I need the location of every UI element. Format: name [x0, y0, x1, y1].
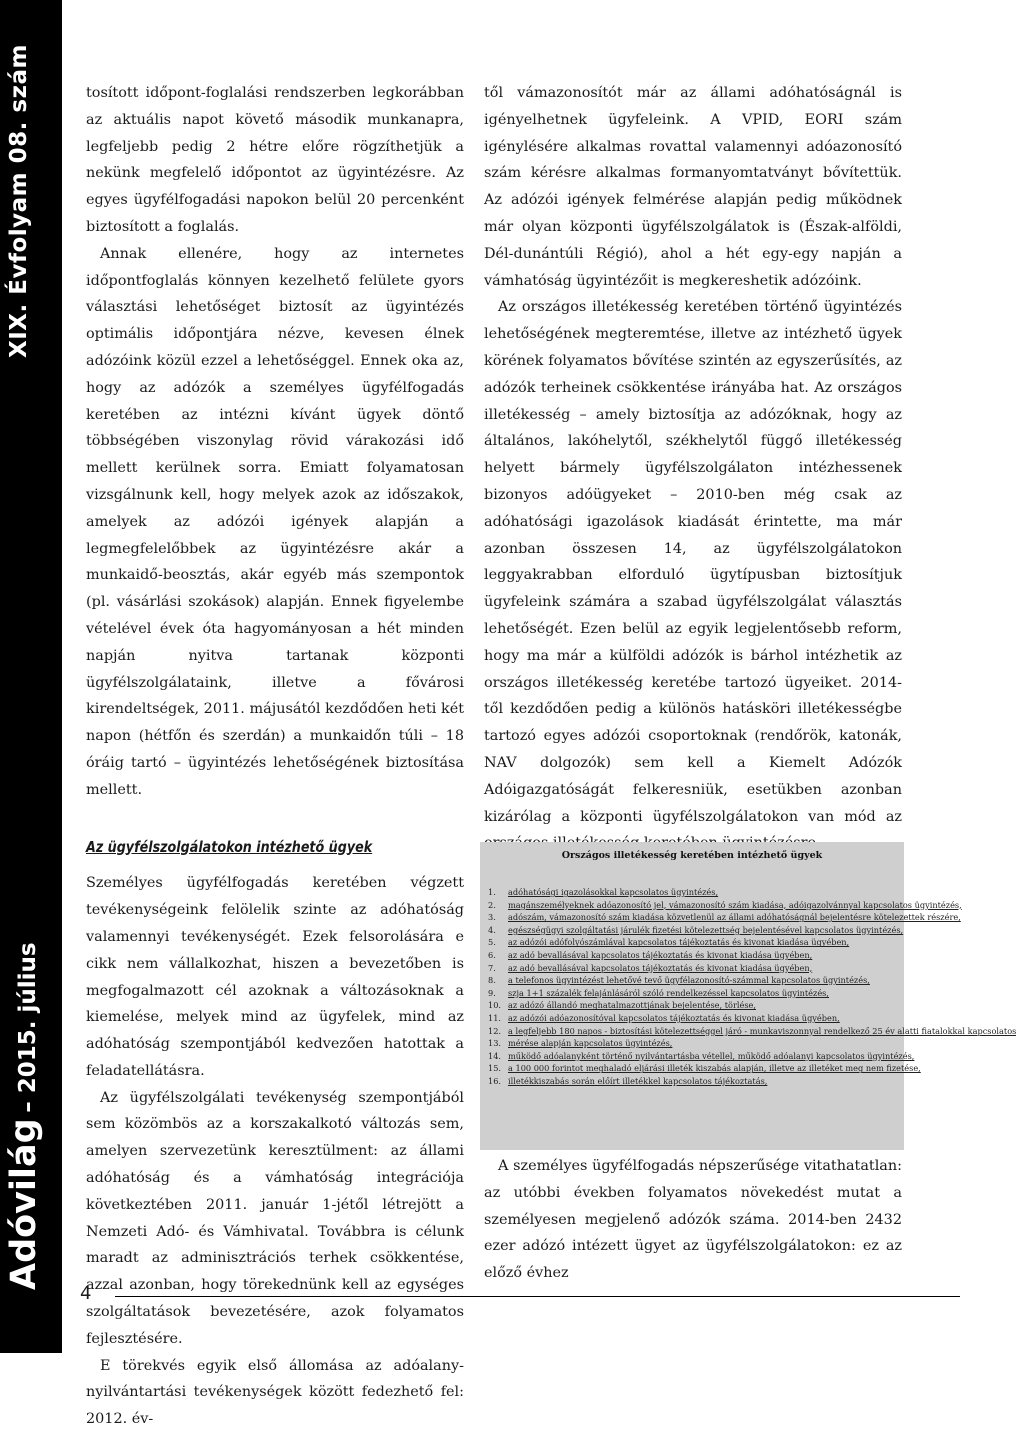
paragraph: től vámazonosítót már az állami adóhatóságnál is igényelhetnek ügyfeleink. A VPID, EORI szám igénylésére alkalmas rovattal valamennyi adóazonosító szám kérésre alkalmas formanyomtatványt bővítettük. Az adózói igények felmérése alapján pedig működnek már olyan központi ügyfélszolgálatok is (Észak-alföldi, Dél-dunántúli Régió), ahol a hét egy-egy napján a vámhatóság ügyintézőit is megkereshetik adózóink. [484, 85, 902, 289]
right-column [484, 80, 902, 857]
table-list-item [488, 1062, 921, 1075]
table-list-item [488, 1025, 1016, 1038]
item-text: adóhatósági igazolásokkal kapcsolatos ügyintézés, [508, 887, 719, 897]
table-list-item [488, 936, 896, 949]
magazine-brand [4, 942, 44, 1290]
table-list-item [488, 987, 896, 1000]
table-list-item [488, 949, 896, 962]
item-number: 1. [488, 887, 496, 897]
item-number: 10. [488, 1000, 502, 1011]
table-list-item [488, 1012, 896, 1025]
item-text: egészségügyi szolgáltatási járulék fizetési kötelezettség bejelentésével kapcsolatos ügyintézés, [508, 924, 904, 935]
paragraph: Annak ellenére, hogy az internetes időpontfoglalás könnyen kezelhető felülete gyors választási lehetőséget biztosít az ügyintézés optimális időpontjára nézve, kevesen élnek adózóink közül ezzel a lehetőséggel. Ennek oka az, hogy az adózók a személyes ügyfélfogadás keretében az intézni kívánt ügyek döntő többségében viszonylag rövid várakozási idő mellett kerülnek sorra. Emiatt folyamatosan vizsgálnunk kell, hogy melyek azok az időszakok, amelyek az adózói igények alapján a legmegfelelőbbek az ügyintézésre akár a munkaidő-beosztás, akár egyéb más szempontok (pl. vásárlási szokások) alapján. Ennek figyelembe vételével évek óta hagyományosan a hét minden napján nyitva tartanak központi ügyfélszolgálataink, illetve a fővárosi kirendeltségek, 2011. májusától kezdődően heti két napon (hétfőn és szerdán) a munkaidőn túli – 18 óráig tartó – ügyintézés lehetőségének biztosítása mellett. [86, 245, 464, 798]
item-number: 4. [488, 924, 496, 935]
item-text: a 100 000 forintot meghaladó eljárási illeték kiszabás alapján, illetve az illetéket meg nem fizetése, [508, 1063, 921, 1074]
table-list-item [488, 962, 896, 975]
table-list-item [488, 924, 904, 937]
paragraph: A személyes ügyfélfogadás népszerűsége vitathatatlan: az utóbbi években folyamatos növekedést mutat a személyesen megjelenő adózók száma. 2014-ben 2432 ezer adózó intézett ügyet az ügyfélszolgálatokon: ez az előző évhez [484, 1158, 902, 1282]
item-text: az adó bevallásával kapcsolatos tájékoztatás és kivonat kiadása ügyében, [508, 949, 813, 960]
item-text: az adózó állandó meghatalmazottjának bejelentése, törlése, [508, 1000, 756, 1011]
sidebar-band [0, 0, 62, 1353]
item-number: 6. [488, 949, 496, 960]
item-number: 13. [488, 1038, 502, 1049]
right-column-continued [484, 1153, 902, 1287]
item-text: a telefonos ügyintézést lehetővé tevő ügyfélazonosító-számmal kapcsolatos ügyintézés, [508, 975, 870, 986]
paragraph: tosított időpont-foglalási rendszerben legkorábban az aktuális napot követő második munkanapra, legfeljebb pedig 2 hétre előre rögzíthetjük a nekünk megfelelő időpontot az ügyintézésre. Az egyes ügyfélfogadási napokon belül 20 percenként biztosított a foglalás. [86, 85, 464, 235]
item-number: 9. [488, 987, 496, 998]
item-number: 16. [488, 1075, 502, 1086]
paragraph: Az országos illetékesség keretében történő ügyintézés lehetőségének megteremtése, illetve az intézhető ügyek körének folyamatos bővítése szintén az egyszerűsítés, az adózók terheinek csökkentése irányába hat. Az országos illetékesség – amely biztosítja az adózóknak, hogy az általános, lakóhelytől, székhelytől függő illetékesség helyett bármely ügyfélszolgálaton intézhessenek bizonyos adóügyeket – 2010-ben még csak az adóhatósági igazolások kiadását érintette, ma már azonban összesen 14, az ügyfélszolgálatokon leggyakrabban elforduló ügytípusban biztosítjuk ügyfeleink számára a szabad ügyfélszolgálat választás lehetőségét. Ezen belül az egyik legjelentősebb reform, hogy ma már a külföldi adózók is bárhol intézhetik az országos illetékesség keretébe tartozó ügyeiket. 2014-től kezdődően pedig a különös hatásköri illetékességbe tartozó egyes adózói csoportoknak (rendőrök, katonák, NAV dolgozók) sem kell a Kiemelt Adózók Adóigazgatóságát felkeresniük, esetükben azonban kizárólag a központi ügyfélszolgálatokon van mód az [484, 299, 902, 825]
paragraph: E törekvés egyik első állomása az adóalany-nyilvántartási tevékenységek között fedezhető fel: 2012. év- [86, 1357, 464, 1428]
item-text: mérése alapján kapcsolatos ügyintézés, [508, 1038, 673, 1049]
item-text: az adózói adóazonosítóval kapcsolatos tájékoztatás és kivonat kiadása ügyében, [508, 1012, 840, 1023]
table-list-item [488, 899, 962, 912]
illetekesseg-table-image [480, 842, 1016, 1150]
item-text: szja 1+1 százalék felajánlásáról szóló rendelkezéssel kapcsolatos ügyintézés, [508, 987, 829, 998]
table-title: Országos illetékesség keretében intézhető ügyek [561, 850, 823, 861]
table-list-item [488, 999, 896, 1012]
table-list-item [488, 911, 961, 924]
table-list [480, 886, 1016, 1088]
left-column [86, 80, 464, 1433]
table-list-item [488, 1075, 896, 1088]
item-text: az adó bevallásával kapcsolatos tájékoztatás és kivonat kiadása ügyében, [508, 962, 813, 973]
item-text: adószám, vámazonosító szám kiadása közvetlenül az állami adóhatóságnál bejelentésre kötelezettek részére, [508, 912, 961, 923]
issue-date: – 2015. július [15, 942, 41, 1113]
item-number: 11. [488, 1012, 502, 1023]
paragraph: Az ügyfélszolgálati tevékenység szempontjából sem közömbös az a korszakalkotó változás sem, amelyen szervezetünk keresztülment: az állami adóhatóság és a vámhatóság integrációja következtében 2011. január 1-jétől létrejött a Nemzeti Adó- és Vámhivatal. Továbbra is célunk maradt az adminisztrációs terhek csökkentése, azzal azonban, hogy törekednünk kell az egységes szolgáltatások bevezetésére, azok folyamatos fejlesztésére. [86, 1089, 464, 1347]
table-list-item [488, 1050, 915, 1063]
page-number: 4 [80, 1283, 92, 1304]
item-number: 15. [488, 1063, 502, 1074]
item-number: 14. [488, 1050, 502, 1061]
item-number: 12. [488, 1025, 502, 1036]
item-text: illetékkiszabás során előírt illetékkel kapcsolatos tájékoztatás, [508, 1075, 768, 1086]
table-list-item [488, 1037, 896, 1050]
item-number: 8. [488, 975, 496, 986]
paragraph: Személyes ügyfélfogadás keretében végzett tevékenységeink felölelik szinte az adóhatóság valamennyi tevékenységét. Ezek felsorolására e cikk nem vállalkozhat, hiszen a bevezetőben is megfogalmazott cél azoknak a változásoknak a kiemelése, melyek mind az ügyfelek, mind az adóhatóság szempontjából kedvezően hatottak a feladatellátásra. [86, 875, 464, 1079]
table-list-item [488, 974, 896, 987]
brand-name: Adóvilág [4, 1118, 44, 1290]
item-text: magánszemélyeknek adóazonosító jel, vámazonosító szám kiadása, adóigazolvánnyal kapcsolatos ügyintézés, [508, 899, 962, 910]
item-text: az adózói adófolyószámlával kapcsolatos tájékoztatás és kivonat kiadása ügyében, [508, 937, 850, 948]
item-number: 3. [488, 912, 496, 923]
item-text: működő adóalanyként történő nyilvántartásba vétellel, működő adóalanyi kapcsolatos ügyintézés, [508, 1050, 915, 1061]
item-number: 5. [488, 937, 496, 948]
item-text: a legfeljebb 180 napos - biztosítási kötelezettséggel járó - munkaviszonnyal rendelkező 25 év alatti fiatalokkal kapcsolatos [508, 1025, 1016, 1036]
table-list-item [488, 886, 896, 899]
item-number: 2. [488, 899, 496, 910]
footer-rule [115, 1296, 960, 1297]
item-number: 7. [488, 962, 496, 973]
issue-label: XIX. Évfolyam 08. szám [6, 44, 32, 358]
section-heading: Az ügyfélszolgálatokon intézhető ügyek [86, 837, 373, 856]
